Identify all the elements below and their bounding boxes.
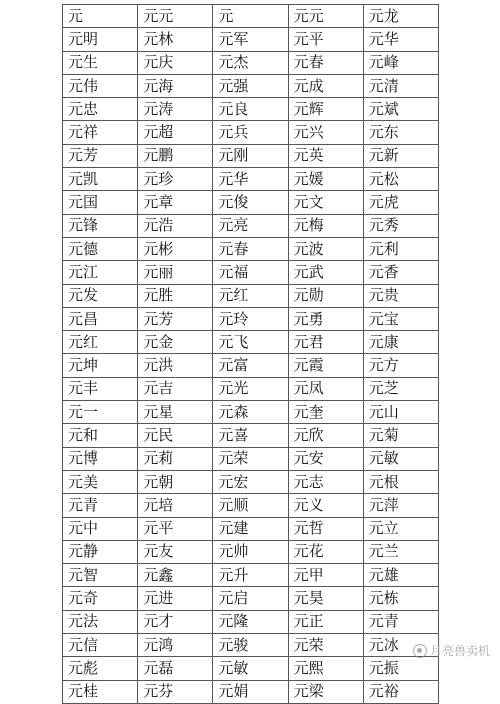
table-row [63, 401, 439, 424]
table-cell: 元明 [63, 28, 138, 51]
table-cell: 元帅 [213, 540, 288, 563]
table-cell: 元清 [363, 74, 438, 97]
table-cell: 元隆 [213, 610, 288, 633]
table-cell: 元珍 [138, 168, 213, 191]
table-cell: 元花 [288, 540, 363, 563]
table-cell: 元培 [138, 494, 213, 517]
table-cell: 元良 [213, 98, 288, 121]
table-cell: 元康 [363, 331, 438, 354]
table-row [63, 564, 439, 587]
table-cell: 元芝 [363, 377, 438, 400]
table-cell: 元祥 [63, 121, 138, 144]
table-cell: 元奇 [63, 587, 138, 610]
table-cell: 元星 [138, 401, 213, 424]
table-cell: 元春 [288, 51, 363, 74]
table-cell: 元成 [288, 74, 363, 97]
table-row [63, 261, 439, 284]
table-row [63, 517, 439, 540]
table-cell: 元贵 [363, 284, 438, 307]
table-cell: 元兴 [288, 121, 363, 144]
table-row [63, 144, 439, 167]
table-cell: 元锋 [63, 214, 138, 237]
table-cell: 元强 [213, 74, 288, 97]
table-cell: 元吉 [138, 377, 213, 400]
table-cell: 元顺 [213, 494, 288, 517]
table-row [63, 191, 439, 214]
table-cell: 元虎 [363, 191, 438, 214]
table-cell: 元林 [138, 28, 213, 51]
table-cell: 元国 [63, 191, 138, 214]
table-cell: 元智 [63, 564, 138, 587]
table-row [63, 74, 439, 97]
watermark [413, 642, 490, 659]
table-cell: 元富 [213, 354, 288, 377]
table-cell: 元德 [63, 237, 138, 260]
table-row [63, 680, 439, 703]
table-cell: 元法 [63, 610, 138, 633]
table-cell: 元玲 [213, 307, 288, 330]
table-row [63, 657, 439, 680]
table-cell: 元波 [288, 237, 363, 260]
table-cell: 元莉 [138, 447, 213, 470]
table-cell: 元昌 [63, 307, 138, 330]
table-cell: 元美 [63, 470, 138, 493]
table-cell: 元方 [363, 354, 438, 377]
table-cell: 元华 [363, 28, 438, 51]
table-cell: 元森 [213, 401, 288, 424]
table-cell: 元立 [363, 517, 438, 540]
table-cell: 元东 [363, 121, 438, 144]
table-cell: 元飞 [213, 331, 288, 354]
table-cell: 元庆 [138, 51, 213, 74]
table-row [63, 214, 439, 237]
table-cell: 元根 [363, 470, 438, 493]
table-cell: 元凯 [63, 168, 138, 191]
table-cell: 元正 [288, 610, 363, 633]
table-cell: 元宏 [213, 470, 288, 493]
table-cell: 元裕 [363, 680, 438, 703]
table-cell: 元梁 [288, 680, 363, 703]
table-cell: 元一 [63, 401, 138, 424]
table-cell: 元栋 [363, 587, 438, 610]
table-cell: 元华 [213, 168, 288, 191]
table-cell: 元桂 [63, 680, 138, 703]
table-cell: 元志 [288, 470, 363, 493]
table-cell: 元磊 [138, 657, 213, 680]
table-row [63, 331, 439, 354]
table-row [63, 284, 439, 307]
table-cell: 元 [63, 5, 138, 28]
table-cell: 元萍 [363, 494, 438, 517]
table-cell: 元菊 [363, 424, 438, 447]
table-cell: 元信 [63, 634, 138, 657]
table-row [63, 634, 439, 657]
table-cell: 元义 [288, 494, 363, 517]
table-cell: 元振 [363, 657, 438, 680]
table-cell: 元胜 [138, 284, 213, 307]
table-cell: 元生 [63, 51, 138, 74]
table-cell: 元秀 [363, 214, 438, 237]
table-cell: 元敏 [213, 657, 288, 680]
table-cell: 元民 [138, 424, 213, 447]
table-cell: 元海 [138, 74, 213, 97]
table-cell: 元英 [288, 144, 363, 167]
table-cell: 元松 [363, 168, 438, 191]
table-cell: 元君 [288, 331, 363, 354]
table-row [63, 587, 439, 610]
table-cell: 元鸿 [138, 634, 213, 657]
table-cell: 元鑫 [138, 564, 213, 587]
table-cell: 元中 [63, 517, 138, 540]
table-cell: 元和 [63, 424, 138, 447]
table-row [63, 447, 439, 470]
table-cell: 元福 [213, 261, 288, 284]
table-row [63, 168, 439, 191]
table-cell: 元伟 [63, 74, 138, 97]
table-cell: 元友 [138, 540, 213, 563]
table-row [63, 5, 439, 28]
table-cell: 元芬 [138, 680, 213, 703]
table-cell: 元梅 [288, 214, 363, 237]
table-cell: 元亮 [213, 214, 288, 237]
table-cell: 元骏 [213, 634, 288, 657]
table-cell: 元发 [63, 284, 138, 307]
table-cell: 元光 [213, 377, 288, 400]
table-cell: 元安 [288, 447, 363, 470]
table-row [63, 610, 439, 633]
table-row [63, 121, 439, 144]
table-cell: 元媛 [288, 168, 363, 191]
table-cell: 元杰 [213, 51, 288, 74]
table-row [63, 424, 439, 447]
table-cell: 元俊 [213, 191, 288, 214]
table-cell: 元峰 [363, 51, 438, 74]
table-cell: 元升 [213, 564, 288, 587]
table-row [63, 377, 439, 400]
table-cell: 元芳 [63, 144, 138, 167]
table-cell: 元彬 [138, 237, 213, 260]
table-cell: 元奎 [288, 401, 363, 424]
table-cell: 元武 [288, 261, 363, 284]
table-cell: 元刚 [213, 144, 288, 167]
table-cell: 元红 [63, 331, 138, 354]
table-cell: 元甲 [288, 564, 363, 587]
table-cell: 元博 [63, 447, 138, 470]
table-cell: 元青 [363, 610, 438, 633]
table-cell: 元超 [138, 121, 213, 144]
table-cell: 元丽 [138, 261, 213, 284]
table-cell: 元新 [363, 144, 438, 167]
table-cell: 元敏 [363, 447, 438, 470]
table-cell: 元山 [363, 401, 438, 424]
table-row [63, 354, 439, 377]
table-cell: 元兰 [363, 540, 438, 563]
table-row [63, 98, 439, 121]
table-cell: 元建 [213, 517, 288, 540]
table-cell: 元元 [138, 5, 213, 28]
table-cell: 元 [213, 5, 288, 28]
table-cell: 元荣 [213, 447, 288, 470]
table-cell: 元金 [138, 331, 213, 354]
table-cell: 元雄 [363, 564, 438, 587]
table-cell: 元进 [138, 587, 213, 610]
table-row [63, 307, 439, 330]
table-cell: 元利 [363, 237, 438, 260]
table-cell: 元娟 [213, 680, 288, 703]
table-cell: 元昊 [288, 587, 363, 610]
table-cell: 元静 [63, 540, 138, 563]
table-cell: 元朝 [138, 470, 213, 493]
table-cell: 元青 [63, 494, 138, 517]
table-cell: 元勋 [288, 284, 363, 307]
table-cell: 元洪 [138, 354, 213, 377]
table-cell: 元喜 [213, 424, 288, 447]
table-cell: 元龙 [363, 5, 438, 28]
table-cell: 元辉 [288, 98, 363, 121]
table-cell: 元鹏 [138, 144, 213, 167]
names-table [62, 4, 439, 704]
table-row [63, 51, 439, 74]
table-cell: 元江 [63, 261, 138, 284]
table-cell: 元丰 [63, 377, 138, 400]
table-cell: 元斌 [363, 98, 438, 121]
table-cell: 元凤 [288, 377, 363, 400]
table-cell: 元红 [213, 284, 288, 307]
watermark-text: 月亮兽卖机 [429, 644, 490, 658]
table-cell: 元才 [138, 610, 213, 633]
table-cell: 元浩 [138, 214, 213, 237]
table-cell: 元平 [288, 28, 363, 51]
table-cell: 元军 [213, 28, 288, 51]
table-row [63, 237, 439, 260]
table-cell: 元元 [288, 5, 363, 28]
table-cell: 元欣 [288, 424, 363, 447]
table-cell: 元章 [138, 191, 213, 214]
table-cell: 元荣 [288, 634, 363, 657]
table-cell: 元坤 [63, 354, 138, 377]
table-row [63, 28, 439, 51]
table-cell: 元平 [138, 517, 213, 540]
table-cell: 元涛 [138, 98, 213, 121]
table-cell: 元冰 [363, 634, 438, 657]
table-cell: 元霞 [288, 354, 363, 377]
table-row [63, 540, 439, 563]
table-row [63, 494, 439, 517]
table-cell: 元熙 [288, 657, 363, 680]
table-cell: 元彪 [63, 657, 138, 680]
table-cell: 元启 [213, 587, 288, 610]
table-cell: 元香 [363, 261, 438, 284]
watermark-logo-icon [413, 644, 427, 658]
table-cell: 元宝 [363, 307, 438, 330]
names-table-body [63, 5, 439, 704]
table-cell: 元芳 [138, 307, 213, 330]
table-cell: 元勇 [288, 307, 363, 330]
table-cell: 元春 [213, 237, 288, 260]
table-cell: 元哲 [288, 517, 363, 540]
table-row [63, 470, 439, 493]
table-cell: 元兵 [213, 121, 288, 144]
table-cell: 元文 [288, 191, 363, 214]
table-cell: 元忠 [63, 98, 138, 121]
